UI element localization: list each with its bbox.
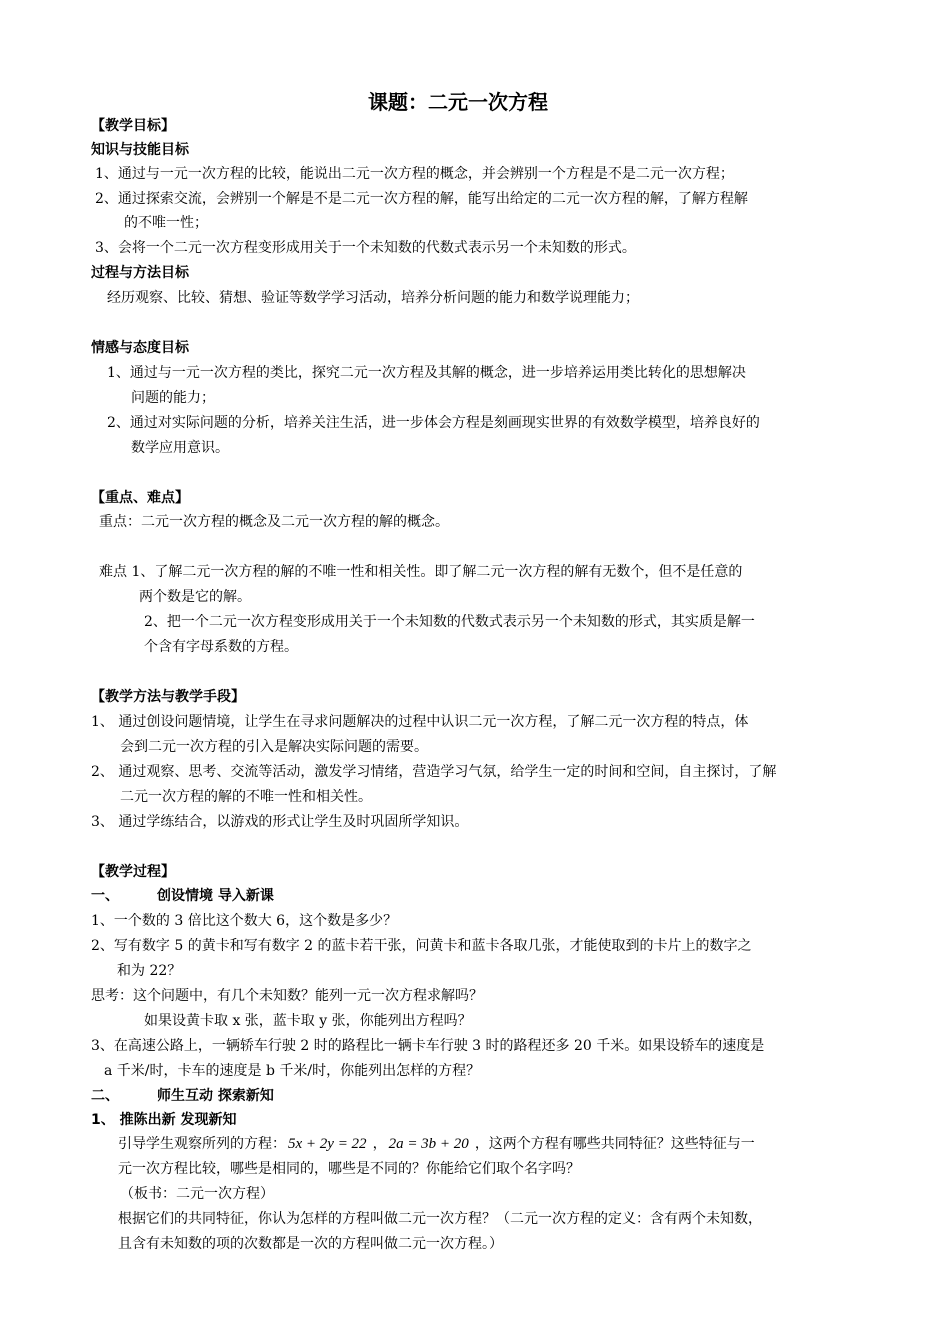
part-2-title: 师生互动 探索新知 (157, 1088, 274, 1104)
guide-line-cont: 元一次方程比较，哪些是相同的，哪些是不同的？你能给它们取个名字吗？ (118, 1161, 580, 1177)
difficulty-2: 2、把一个二元一次方程变形成用关于一个未知数的代数式表示另一个未知数的形式，其实质是解一 (144, 614, 755, 630)
method-item-2-cont: 二元一次方程的解的不唯一性和相关性。 (120, 789, 372, 805)
guide-line (118, 1134, 755, 1154)
question-1: 1、一个数的 3 倍比这个数大 6，这个数是多少？ (91, 913, 398, 929)
definition-line: 根据它们的共同特征，你认为怎样的方程叫做二元一次方程？（二元一次方程的定义：含有两个未知数， (118, 1211, 762, 1227)
equation-2: 2a = 3b + 20 (388, 1136, 469, 1152)
method-item-3: 3、 通过学练结合，以游戏的形式让学生及时巩固所学知识。 (91, 814, 469, 830)
difficulty-1: 难点 1、了解二元一次方程的解的不唯一性和相关性。即了解二元一次方程的解有无数个，但不是任意的 (99, 564, 743, 580)
difficulty-1-cont: 两个数是它的解。 (139, 589, 251, 605)
keypoint-text: 重点：二元一次方程的概念及二元一次方程的解的概念。 (99, 514, 449, 530)
keypoints-heading: 【重点、难点】 (91, 490, 189, 506)
part-1-title: 创设情境 导入新课 (157, 888, 274, 904)
knowledge-item-1: 1、通过与一元一次方程的比较，能说出二元一次方程的概念，并会辨别一个方程是不是二元一次方程； (95, 166, 734, 182)
emotion-item-2: 2、通过对实际问题的分析，培养关注生活，进一步体会方程是刻画现实世界的有效数学模型，培养良好的 (107, 415, 760, 431)
definition-line-cont: 且含有未知数的项的次数都是一次的方程叫做二元一次方程。） (118, 1236, 503, 1252)
equation-1: 5x + 2y = 22 (288, 1136, 367, 1152)
question-3: 3、在高速公路上，一辆轿车行驶 2 时的路程比一辆卡车行驶 3 时的路程还多 20 千米。如果设轿车的速度是 (91, 1038, 765, 1054)
page-title: 课题：二元一次方程 (368, 90, 548, 114)
knowledge-item-2-cont: 的不唯一性； (124, 215, 208, 231)
think-question-2: 如果设黄卡取 x 张，蓝卡取 y 张，你能列出方程吗？ (144, 1013, 472, 1029)
question-2-cont: 和为 22？ (117, 963, 182, 979)
emotion-item-1-cont: 问题的能力； (131, 390, 215, 406)
guide-prefix: 引导学生观察所列的方程： (118, 1136, 286, 1152)
part-1-number: 一、 (91, 888, 119, 904)
equation-separator: ， (372, 1136, 387, 1152)
question-2: 2、写有数字 5 的黄卡和写有数字 2 的蓝卡若干张，问黄卡和蓝卡各取几张，才能使取到的卡片上的数字之 (91, 938, 752, 954)
question-3-cont: a 千米/时，卡车的速度是 b 千米/时，你能列出怎样的方程？ (104, 1063, 481, 1079)
part-2-number: 二、 (91, 1088, 119, 1104)
process-goal-text: 经历观察、比较、猜想、验证等数学学习活动，培养分析问题的能力和数学说理能力； (107, 290, 639, 306)
emotion-item-2-cont: 数学应用意识。 (131, 440, 229, 456)
think-question: 思考：这个问题中，有几个未知数？能列一元一次方程求解吗？ (91, 988, 483, 1004)
knowledge-item-3: 3、会将一个二元一次方程变形成用关于一个未知数的代数式表示另一个未知数的形式。 (95, 240, 636, 256)
teaching-process-heading: 【教学过程】 (91, 864, 175, 880)
guide-suffix: ，这两个方程有哪些共同特征？这些特征与一 (474, 1136, 755, 1152)
process-goal-heading: 过程与方法目标 (91, 265, 189, 281)
knowledge-item-2: 2、通过探索交流，会辨别一个解是不是二元一次方程的解，能写出给定的二元一次方程的解，了解方程解 (95, 191, 748, 207)
method-item-2: 2、 通过观察、思考、交流等活动，激发学习情绪，营造学习气氛，给学生一定的时间和空间，自主探讨，了解 (91, 764, 777, 780)
method-item-1-cont: 会到二元一次方程的引入是解决实际问题的需要。 (120, 739, 428, 755)
board-note: （板书：二元一次方程） (120, 1186, 274, 1202)
emotion-item-1: 1、通过与一元一次方程的类比，探究二元一次方程及其解的概念，进一步培养运用类比转化的思想解决 (107, 365, 746, 381)
emotion-heading: 情感与态度目标 (91, 340, 189, 356)
subsection-1-title: 1、 推陈出新 发现新知 (91, 1112, 237, 1128)
knowledge-heading: 知识与技能目标 (91, 142, 189, 158)
method-item-1: 1、 通过创设问题情境，让学生在寻求问题解决的过程中认识二元一次方程，了解二元一次方程的特点，体 (91, 714, 749, 730)
difficulty-2-cont: 个含有字母系数的方程。 (144, 639, 298, 655)
goals-heading: 【教学目标】 (91, 118, 175, 134)
methods-heading: 【教学方法与教学手段】 (91, 689, 245, 705)
